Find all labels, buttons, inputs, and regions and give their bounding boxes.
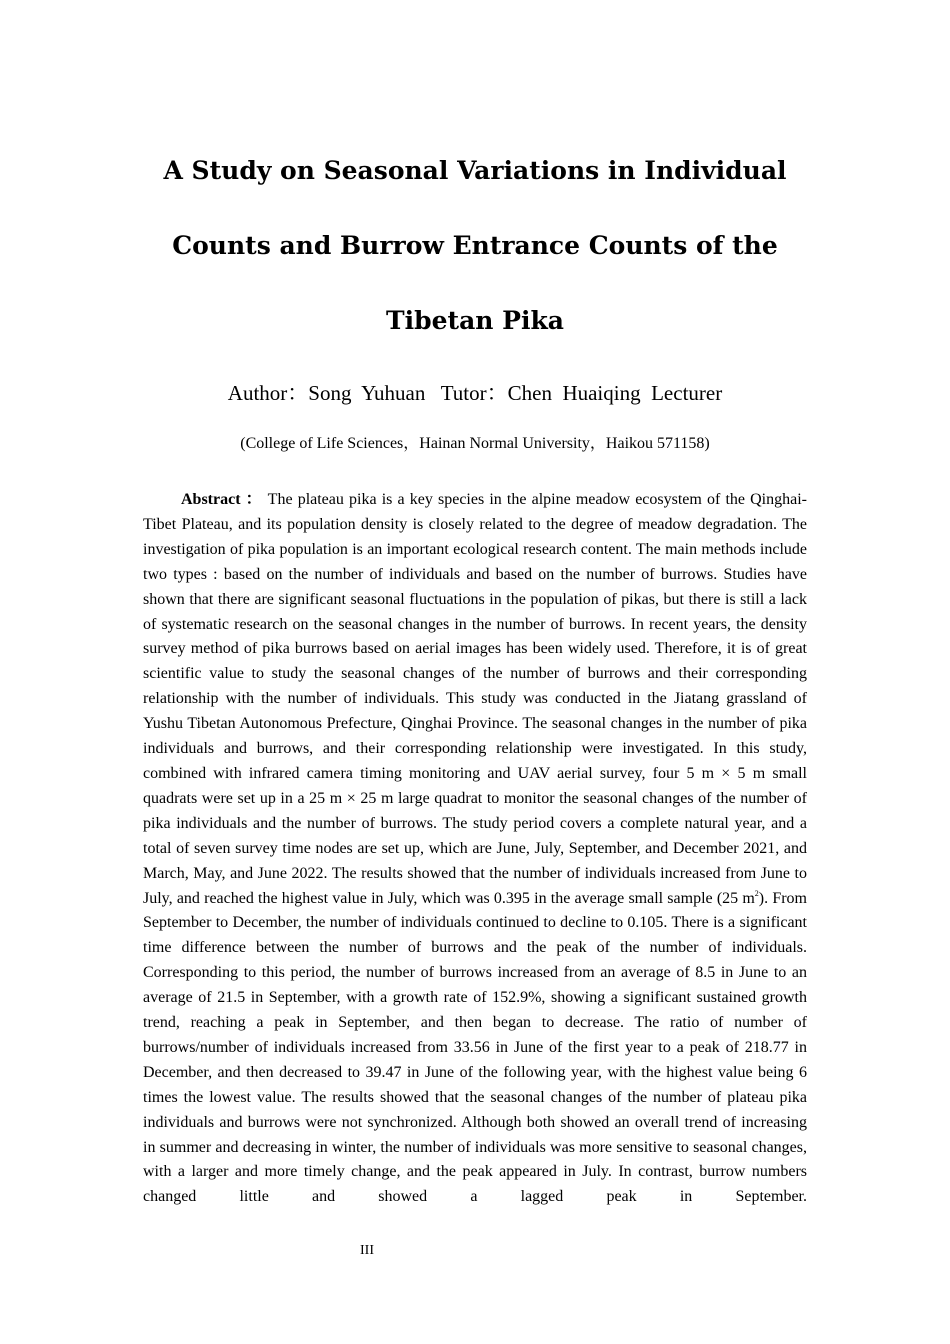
title-line-1: A Study on Seasonal Variations in Individual — [163, 156, 787, 185]
title-line-3: Tibetan Pika — [386, 306, 564, 335]
page-number: III — [360, 1243, 374, 1258]
abstract-label: Abstract ： — [181, 491, 263, 508]
abstract-text-part-1: The plateau pika is a key species in the alpine meadow ecosystem of the Qinghai-Tibet Plateau, and its population density is closely related to the degree of meadow degradation. The investigation of pika population is an important ecological research content. The main methods include two types : based on the number of individuals and based on the number of burrows. Studies have shown that there are significant seasonal fluctuations in the population of pikas, but there is still a lack of systematic research on the seasonal changes in the number of burrows. In recent years, the density survey method of pika burrows based on aerial images has been widely used. Therefore, it is of great scientific value to study the seasonal changes of the number of burrows and their corresponding relationship with the number of individuals. This study was conducted in the Jiatang grassland of Yushu Tibetan Autonomous Prefecture, Qinghai Province. The seasonal changes in the number of pika individuals and burrows, and their corresponding relationship were investigated. In this study, combined with infrared camera timing monitoring and UAV aerial survey, four 5 m × 5 m small quadrats were set up in a 25 m × 25 m large quadrat to monitor the seasonal changes of the number of pika individuals and the number of burrows. The study period covers a complete natural year, and a total of seven survey time nodes are set up, which are June, July, September, and December 2021, and March, May, and June 2022. The results showed that the number of individuals increased from June to July, and reached the highest value in July, which was 0.395 in the average small sample (25 m — [143, 491, 808, 907]
abstract-paragraph — [143, 488, 807, 1210]
affiliation-line: (College of Life Sciences，Hainan Normal University，Haikou 571158) — [240, 435, 710, 452]
author-line: Author：Song Yuhuan Tutor：Chen Huaiqing Lecturer — [227, 381, 723, 405]
superscript-two: 2 — [754, 888, 759, 898]
abstract-text-part-2: ). From September to December, the number of individuals continued to decline to 0.105. There is a significant time difference between the number of burrows and the peak of the number of individuals. Corresponding to this period, the number of burrows increased from an average of 8.5 in June to an average of 21.5 in September, with a growth rate of 152.9%, showing a significant sustained growth trend, reaching a peak in September, and then began to decrease. The ratio of number of burrows/number of individuals increased from 33.56 in June of the first year to a peak of 218.77 in December, and then decreased to 39.47 in June of the following year, with the highest value being 6 times the lowest value. The results showed that the seasonal changes of the number of plateau pika individuals and burrows were not synchronized. Although both showed an overall trend of increasing in summer and decreasing in winter, the number of individuals was more sensitive to seasonal changes, with a larger and more timely change, and the peak appeared in July. In contrast, burrow numbers changed little and showed a lagged peak in September. — [143, 889, 807, 1206]
title-line-2: Counts and Burrow Entrance Counts of the — [172, 231, 778, 260]
